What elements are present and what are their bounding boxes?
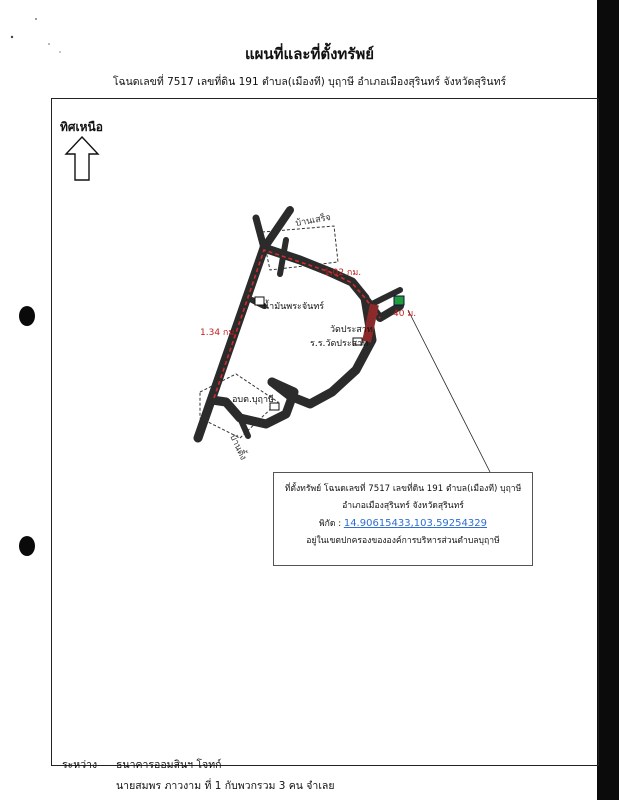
property-marker [394, 296, 404, 305]
label-school: ร.ร.วัดประสาท [310, 339, 369, 349]
label-temple: วัดประสาท [330, 325, 373, 335]
label-village-top: บ้านเสร็จ [294, 212, 332, 229]
label-village-bottom: บ้านติ้ง [227, 433, 248, 462]
pointer-line [408, 310, 490, 472]
info-line-4: อยู่ในเขตปกครองขององค์การบริหารส่วนตำบลบุฤาษี [306, 536, 500, 546]
label-distance-3: 40 ม. [393, 309, 417, 319]
party-1: ธนาคารออมสินฯ โจทก์ [116, 759, 222, 771]
coord-label: พิกัด : [319, 519, 342, 529]
property-info-box [273, 472, 533, 566]
coordinates-link[interactable]: 14.90615433,103.59254329 [343, 518, 487, 529]
north-label: ทิศเหนือ [60, 120, 103, 134]
label-fuel-station: น้ำมันพระจันทร์ [263, 302, 325, 312]
page-subtitle: โฉนดเลขที่ 7517 เลขที่ดิน 191 ตำบล(เมืองที) บุฤาษี อำเภอเมืองสุรินทร์ จังหวัดสุรินทร์ [112, 76, 507, 88]
info-line-2: อำเภอเมืองสุรินทร์ จังหวัดสุรินทร์ [342, 501, 464, 511]
label-district-office: อบต.บุฤาษี [232, 395, 274, 405]
info-line-1: ที่ตั้งทรัพย์ โฉนดเลขที่ 7517 เลขที่ดิน 191 ตำบล(เมืองที) บุฤาษี [284, 484, 522, 494]
label-distance-1: 1.02 กม. [324, 268, 362, 278]
party-2: นายสมพร ภาวงาม ที่ 1 กับพวกรวม 3 คน จำเลย [116, 780, 335, 792]
road-north-stub-2 [256, 218, 264, 248]
info-coordinates-row [274, 515, 532, 533]
between-label: ระหว่าง [62, 759, 98, 771]
page-title: แผนที่และที่ตั้งทรัพย์ [244, 45, 375, 63]
footer-parties-row [62, 756, 221, 773]
label-distance-2: 1.34 กม. [200, 328, 238, 338]
